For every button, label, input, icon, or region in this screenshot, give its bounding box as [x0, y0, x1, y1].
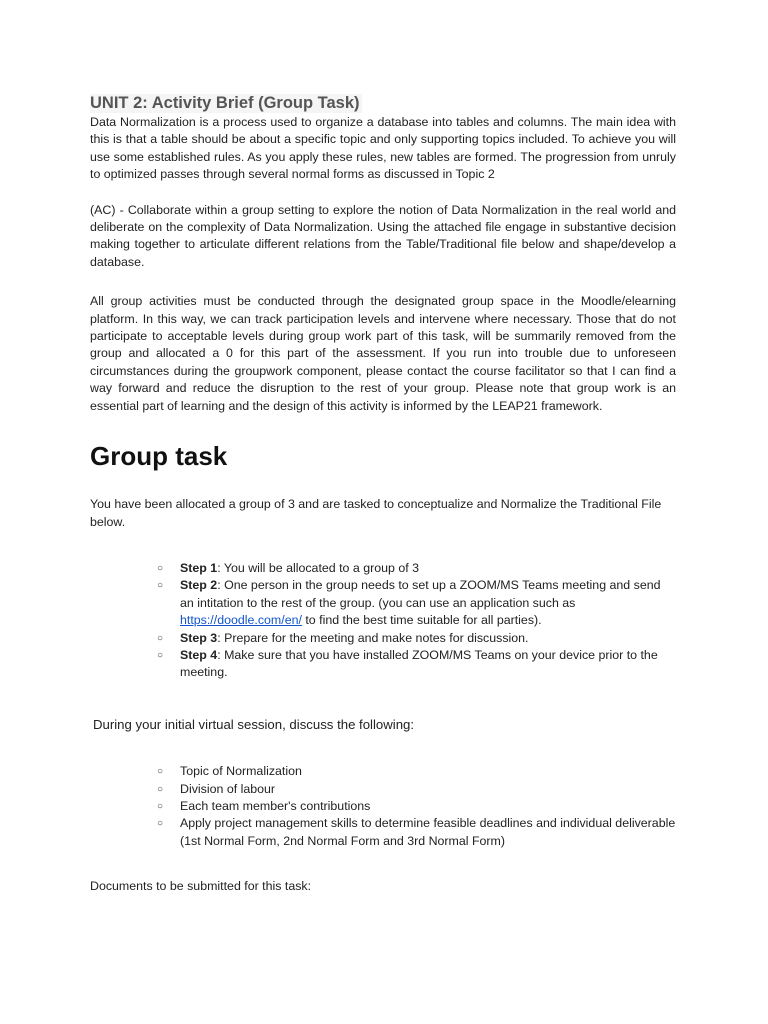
list-item	[157, 630, 676, 647]
list-item	[157, 815, 676, 850]
discussion-item-text: Division of labour	[180, 781, 276, 796]
list-item	[157, 781, 676, 798]
list-item	[157, 763, 676, 780]
step-text: : One person in the group needs to set up a ZOOM/MS Teams meeting and send an intitation to the rest of the group. (you can use an application such as	[180, 578, 661, 610]
circle-bullet-icon: ○	[157, 562, 164, 574]
circle-bullet-icon: ○	[157, 580, 164, 592]
step-label: Step 3	[180, 630, 218, 645]
initial-session-text: During your initial virtual session, discuss the following:	[93, 716, 415, 732]
intro-paragraph: Data Normalization is a process used to organize a database into tables and columns. The main idea with this is that a table should be about a specific topic and only supporting topics included. To achieve you will use some established rules. As you apply these rules, new tables are formed. The progression from unruly to optimized passes through several normal forms as discussed in Topic 2	[90, 115, 676, 182]
unit-title: UNIT 2: Activity Brief (Group Task)	[90, 94, 360, 112]
list-item	[157, 647, 676, 682]
step-text: : Make sure that you have installed ZOOM/MS Teams on your device prior to the meeting.	[180, 647, 658, 680]
doodle-link[interactable]: https://doodle.com/en/	[180, 613, 302, 628]
group-activities-paragraph: All group activities must be conducted through the designated group space in the Moodle/elearning platform. In this way, we can track participation levels and intervene where necessary. Those that do not participate to acceptable levels during group work part of this task, will be summarily removed from the group and allocated a 0 for this part of the assessment. If you run into trouble due to unforeseen circumstances during the groupwork component, please contact the course facilitator so that I can find a way forward and reduce the disruption to the rest of your group. Please note that group work is an essential part of learning and the design of this activity is informed by the LEAP21 framework.	[90, 294, 676, 413]
step-text: : You will be allocated to a group of 3	[217, 560, 420, 575]
step-text: : Prepare for the meeting and make notes for discussion.	[217, 630, 529, 645]
circle-bullet-icon: ○	[157, 783, 164, 795]
document-page	[90, 94, 676, 896]
circle-bullet-icon: ○	[157, 818, 164, 830]
discussion-item-text: Apply project management skills to determine feasible deadlines and individual deliverable (1st Normal Form, 2nd Normal Form and 3rd Normal Form)	[180, 816, 676, 848]
step-label: Step 2	[180, 578, 218, 593]
step-label: Step 1	[180, 560, 218, 575]
list-item	[157, 577, 676, 629]
steps-list	[157, 560, 676, 682]
discussion-list	[157, 763, 676, 850]
circle-bullet-icon: ○	[157, 632, 164, 644]
documents-text: Documents to be submitted for this task:	[90, 879, 312, 894]
list-item	[157, 560, 676, 577]
group-task-heading: Group task	[90, 441, 228, 472]
discussion-item-text: Each team member's contributions	[180, 798, 371, 813]
list-item	[157, 798, 676, 815]
step-text-after: to find the best time suitable for all parties).	[301, 613, 542, 628]
circle-bullet-icon: ○	[157, 766, 164, 778]
allocation-paragraph: You have been allocated a group of 3 and are tasked to conceptualize and Normalize the Traditional File below.	[90, 497, 662, 529]
ac-paragraph: (AC) - Collaborate within a group setting to explore the notion of Data Normalization in the real world and deliberate on the complexity of Data Normalization. Using the attached file engage in substantive decision making together to articulate different relations from the Table/Traditional file below and shape/develop a database.	[90, 202, 676, 269]
circle-bullet-icon: ○	[157, 800, 164, 812]
circle-bullet-icon: ○	[157, 649, 164, 661]
discussion-item-text: Topic of Normalization	[180, 764, 302, 779]
step-label: Step 4	[180, 647, 218, 662]
